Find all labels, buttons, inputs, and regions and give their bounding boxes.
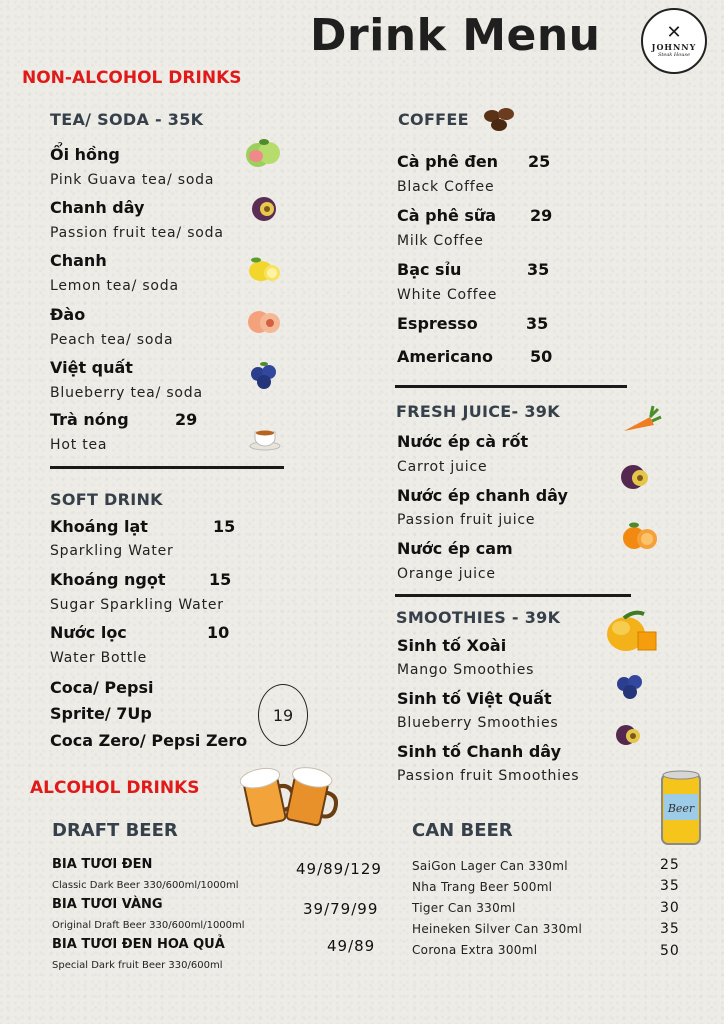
logo-subtitle: Steak House <box>657 52 691 58</box>
alcohol-heading: ALCOHOL DRINKS <box>30 778 200 798</box>
smoothie-heading: SMOOTHIES - 39K <box>396 608 561 627</box>
soda-group-line: Sprite/ 7Up <box>50 704 152 723</box>
juice-item-desc: Orange juice <box>397 566 496 582</box>
draft-item-desc: Classic Dark Beer 330/600ml/1000ml <box>52 880 239 891</box>
fork-knife-icon: ✕ <box>666 22 682 43</box>
coffee-item-price: 50 <box>530 347 553 366</box>
can-item-name: Corona Extra 300ml <box>412 943 538 957</box>
non-alcohol-heading: NON-ALCOHOL DRINKS <box>22 68 242 88</box>
soft-item-name: Khoáng ngọt <box>50 570 166 589</box>
smoothie-item-name: Sinh tố Xoài <box>397 636 507 655</box>
tea-item-name: Ổi hồng <box>50 145 120 164</box>
juice-item-desc: Passion fruit juice <box>397 512 536 528</box>
can-item-name: Heineken Silver Can 330ml <box>412 922 583 936</box>
coffee-beans-icon <box>482 104 518 134</box>
tea-item-desc: Passion fruit tea/ soda <box>50 225 224 241</box>
smoothie-item-desc: Passion fruit Smoothies <box>397 768 580 784</box>
juice-item-name: Nước ép cà rốt <box>397 432 529 451</box>
tea-item-price: 29 <box>175 410 198 429</box>
can-beer-heading: CAN BEER <box>412 820 513 841</box>
passion-fruit-icon <box>618 462 656 492</box>
draft-item-name: BIA TƯƠI ĐEN HOA QUẢ <box>52 937 225 952</box>
beer-can-label: Beer <box>667 802 695 815</box>
can-item-name: SaiGon Lager Can 330ml <box>412 859 568 873</box>
divider <box>395 385 627 388</box>
page-title: Drink Menu <box>310 10 601 61</box>
tea-item-desc: Lemon tea/ soda <box>50 278 179 294</box>
coffee-heading: COFFEE <box>398 110 469 129</box>
soda-group-line: Coca/ Pepsi <box>50 678 154 697</box>
draft-beer-heading: DRAFT BEER <box>52 820 178 841</box>
blueberry-icon <box>248 360 282 390</box>
coffee-item-price: 29 <box>530 206 553 225</box>
coffee-item-desc: Milk Coffee <box>397 233 484 249</box>
blueberry-icon <box>614 670 646 700</box>
can-item-price: 35 <box>660 878 680 894</box>
carrot-icon <box>620 405 662 439</box>
coffee-item-price: 35 <box>527 260 550 279</box>
coffee-item-name: Cà phê sữa <box>397 206 497 225</box>
coffee-item-name: Espresso <box>397 314 478 333</box>
coffee-item-name: Bạc sỉu <box>397 260 462 279</box>
draft-item-price: 39/79/99 <box>303 900 379 918</box>
tea-item-desc: Hot tea <box>50 437 108 453</box>
juice-item-name: Nước ép cam <box>397 539 513 558</box>
soda-group-line: Coca Zero/ Pepsi Zero <box>50 731 248 750</box>
soft-item-desc: Sparkling Water <box>50 543 174 559</box>
smoothie-item-name: Sinh tố Việt Quất <box>397 689 552 708</box>
tea-item-desc: Blueberry tea/ soda <box>50 385 203 401</box>
soda-group-price: 19 <box>258 684 308 746</box>
juice-heading: FRESH JUICE- 39K <box>396 402 560 421</box>
juice-item-name: Nước ép chanh dây <box>397 486 568 505</box>
soft-item-desc: Water Bottle <box>50 650 148 666</box>
tea-item-desc: Pink Guava tea/ soda <box>50 172 215 188</box>
divider <box>50 466 284 469</box>
can-item-price: 50 <box>660 943 680 959</box>
soft-item-price: 15 <box>209 570 232 589</box>
tea-item-name: Việt quất <box>50 358 133 377</box>
draft-item-name: BIA TƯƠI ĐEN <box>52 857 153 872</box>
draft-item-desc: Original Draft Beer 330/600ml/1000ml <box>52 920 245 931</box>
coffee-item-price: 35 <box>526 314 549 333</box>
soft-item-desc: Sugar Sparkling Water <box>50 597 224 613</box>
coffee-item-desc: Black Coffee <box>397 179 495 195</box>
coffee-item-name: Cà phê đen <box>397 152 499 171</box>
tea-heading: TEA/ SODA - 35K <box>50 110 204 129</box>
orange-icon <box>620 520 660 552</box>
smoothie-item-desc: Mango Smoothies <box>397 662 535 678</box>
coffee-item-name: Americano <box>397 347 493 366</box>
restaurant-logo <box>641 8 707 74</box>
passion-fruit-icon <box>614 722 646 748</box>
draft-item-price: 49/89 <box>327 937 376 955</box>
tea-item-name: Đào <box>50 305 86 324</box>
coffee-item-desc: White Coffee <box>397 287 498 303</box>
smoothie-item-desc: Blueberry Smoothies <box>397 715 559 731</box>
tea-item-name: Trà nóng <box>50 410 129 429</box>
beer-mugs-icon <box>238 757 338 835</box>
lemon-icon <box>246 254 282 286</box>
passion-fruit-icon <box>248 194 282 224</box>
mango-icon <box>604 610 660 658</box>
draft-item-desc: Special Dark fruit Beer 330/600ml <box>52 960 223 971</box>
can-item-price: 25 <box>660 857 680 873</box>
smoothie-item-name: Sinh tố Chanh dây <box>397 742 562 761</box>
soft-drink-heading: SOFT DRINK <box>50 490 163 509</box>
soft-item-name: Nước lọc <box>50 623 127 642</box>
tea-item-desc: Peach tea/ soda <box>50 332 174 348</box>
juice-item-desc: Carrot juice <box>397 459 488 475</box>
tea-item-name: Chanh dây <box>50 198 145 217</box>
draft-item-price: 49/89/129 <box>296 860 382 878</box>
soft-item-price: 15 <box>213 517 236 536</box>
beer-can-icon <box>656 768 708 850</box>
draft-item-name: BIA TƯƠI VÀNG <box>52 897 163 912</box>
soft-item-name: Khoáng lạt <box>50 517 148 536</box>
logo-name: JOHNNY <box>651 42 697 52</box>
peach-icon <box>246 304 282 336</box>
soft-item-price: 10 <box>207 623 230 642</box>
can-item-price: 35 <box>660 921 680 937</box>
tea-item-name: Chanh <box>50 251 107 270</box>
divider <box>395 594 631 597</box>
can-item-price: 30 <box>660 900 680 916</box>
guava-icon <box>244 136 282 170</box>
can-item-name: Tiger Can 330ml <box>412 901 516 915</box>
coffee-item-price: 25 <box>528 152 551 171</box>
can-item-name: Nha Trang Beer 500ml <box>412 880 553 894</box>
tea-cup-icon <box>248 424 284 452</box>
